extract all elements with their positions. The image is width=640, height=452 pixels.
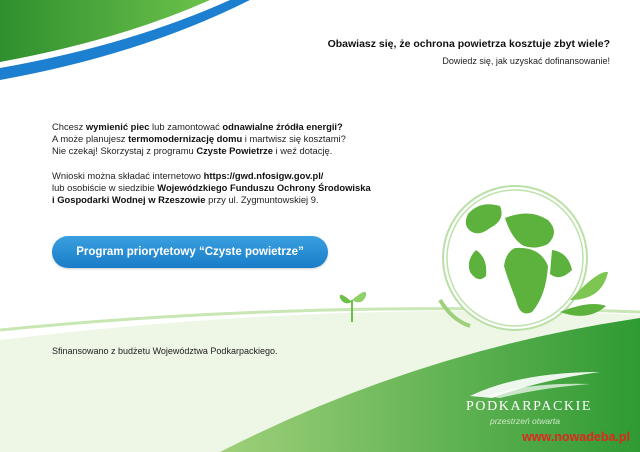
p1-line3-text: Nie czekaj! Skorzystaj z programu <box>52 145 197 156</box>
p1-text-1: Chcesz <box>52 121 86 132</box>
p1-text-2: lub zamontować <box>149 121 223 132</box>
p2-line3-bold: i Gospodarki Wodnej w Rzeszowie <box>52 194 206 205</box>
p1-bold-2: odnawialne źródła energii? <box>222 121 343 132</box>
logo-name: PODKARPACKIE <box>466 399 593 414</box>
p1-bold-1: wymienić piec <box>85 121 150 132</box>
p1-line2-text: A może planujesz <box>52 133 129 144</box>
headline-block <box>328 38 610 66</box>
headline-title: Obawiasz się, że ochrona powietrza kosztuje zbyt wiele? <box>327 38 610 50</box>
p2-line3-text: przy ul. Zygmuntowskiej 9. <box>205 194 319 205</box>
globe-icon <box>440 186 608 330</box>
p1-line3-text-2: i weź dotację. <box>272 145 333 156</box>
p1-line2-bold: termomodernizację domu <box>128 133 243 144</box>
application-url-link[interactable]: https://gwd.nfosigw.gov.pl/ <box>203 170 324 181</box>
funding-note: Sfinansowano z budżetu Województwa Podkarpackiego. <box>52 346 278 356</box>
program-button[interactable]: Program priorytetowy “Czyste powietrze” <box>52 236 328 268</box>
p2-line2-text: lub osobiście w siedzibie <box>52 182 158 193</box>
site-url[interactable]: www.nowadeba.pl <box>522 430 630 444</box>
p1-line2-text-2: i martwisz się kosztami? <box>242 133 346 144</box>
logo-tagline: przestrzeń otwarta <box>490 416 560 426</box>
p2-text-1: Wnioski można składać internetowo <box>52 170 204 181</box>
p1-line3-bold: Czyste Powietrze <box>196 145 273 156</box>
paragraph-2 <box>52 170 382 206</box>
body-text <box>52 121 382 219</box>
paragraph-1 <box>52 121 382 157</box>
p2-line2-bold: Wojewódzkiego Funduszu Ochrony Środowiska <box>157 182 371 193</box>
headline-subtitle: Dowiedz się, jak uzyskać dofinansowanie! <box>442 56 610 66</box>
